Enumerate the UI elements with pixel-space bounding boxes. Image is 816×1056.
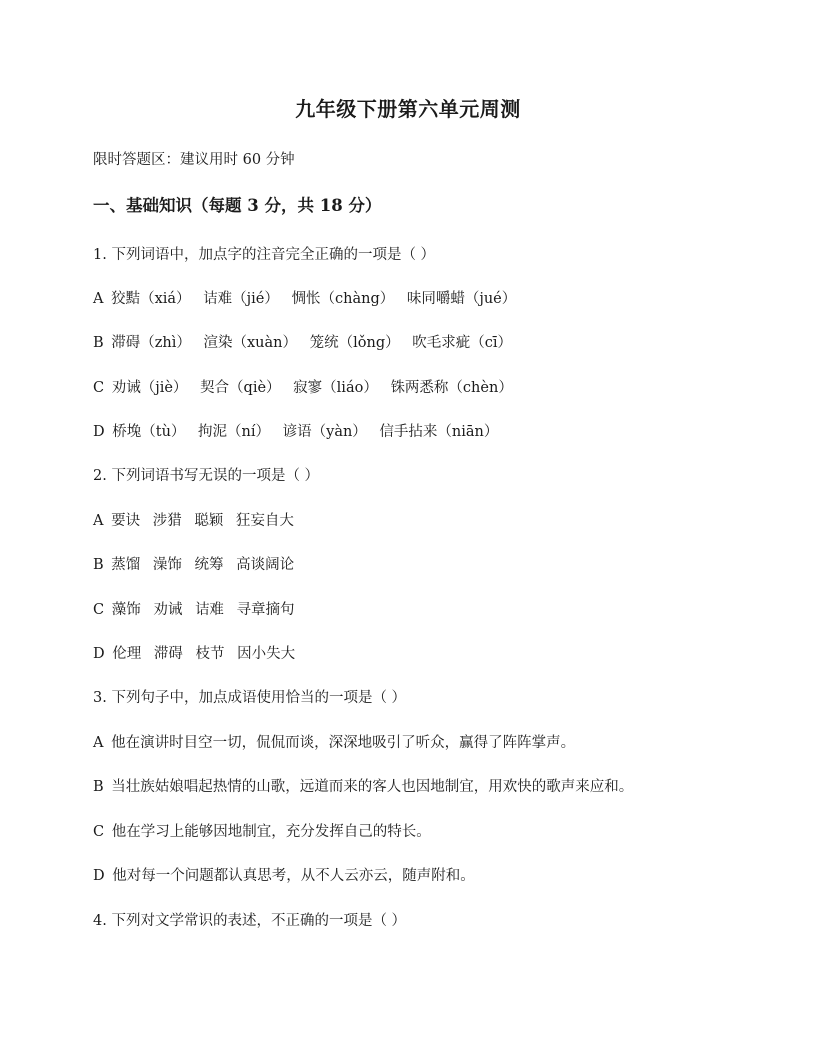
question-3-option-a [93, 733, 575, 753]
option-word: 统筹 [194, 557, 224, 573]
option-letter: D [93, 868, 105, 884]
option-letter: B [93, 557, 104, 573]
question-3-option-b [93, 777, 633, 797]
option-word: 涉猎 [152, 513, 182, 529]
question-2-option-a [93, 511, 302, 531]
option-letter: B [93, 335, 104, 351]
section-heading: 一、基础知识（每题 3 分，共 18 分） [93, 196, 382, 215]
time-note: 限时答题区：建议用时 60 分钟 [93, 152, 295, 168]
option-word: 蒸馏 [111, 557, 141, 573]
question-2-option-b [93, 555, 302, 575]
option-word: 吹毛求疵（cī） [412, 335, 512, 351]
question-3-option-c [93, 822, 431, 842]
option-word: 滞碍（zhì） [111, 335, 191, 351]
option-word: 高谈阔论 [236, 557, 295, 573]
option-word: 聪颖 [194, 513, 224, 529]
option-word: 笼统（lǒng） [309, 335, 400, 351]
question-1-option-c [93, 378, 521, 398]
option-word: 因小失大 [237, 646, 296, 662]
option-word: 诘难 [194, 602, 224, 618]
question-2-option-d [93, 644, 303, 664]
question-2-stem: 2. 下列词语书写无误的一项是（ ） [93, 468, 320, 484]
page-title: 九年级下册第六单元周测 [295, 97, 521, 121]
option-word: 滞碍 [153, 646, 183, 662]
option-word: 寂寥（liáo） [293, 380, 378, 396]
option-letter: C [93, 824, 105, 840]
option-letter: A [93, 735, 104, 751]
option-word: 澡饰 [152, 557, 182, 573]
option-text: 当壮族姑娘唱起热情的山歌，远道而来的客人也因地制宜，用欢快的歌声来应和。 [111, 779, 634, 795]
option-letter: C [93, 380, 105, 396]
option-word: 劝诫（jiè） [111, 380, 188, 396]
option-letter: B [93, 779, 104, 795]
question-2-option-c [93, 600, 303, 620]
option-word: 寻章摘句 [236, 602, 295, 618]
question-1-stem: 1. 下列词语中，加点字的注音完全正确的一项是（ ） [93, 247, 436, 263]
option-letter: C [93, 602, 105, 618]
option-letter: A [93, 513, 104, 529]
option-word: 信手拈来（niān） [379, 424, 499, 440]
question-1-option-a [93, 289, 524, 309]
option-word: 渲染（xuàn） [203, 335, 297, 351]
option-word: 谚语（yàn） [282, 424, 367, 440]
option-word: 惆怅（chàng） [291, 291, 395, 307]
option-word: 拘泥（ní） [198, 424, 271, 440]
option-word: 要诀 [111, 513, 141, 529]
option-word: 诘难（jié） [203, 291, 279, 307]
option-letter: A [93, 291, 104, 307]
option-word: 味同嚼蜡（jué） [406, 291, 517, 307]
question-3-stem: 3. 下列句子中，加点成语使用恰当的一项是（ ） [93, 690, 407, 706]
option-text: 他在演讲时目空一切，侃侃而谈，深深地吸引了听众，赢得了阵阵掌声。 [111, 735, 576, 751]
option-word: 伦理 [112, 646, 142, 662]
option-word: 狂妄自大 [235, 513, 294, 529]
option-word: 桥堍（tù） [112, 424, 186, 440]
option-word: 藻饰 [111, 602, 141, 618]
question-1-option-b [93, 333, 520, 353]
option-word: 铢两悉称（chèn） [390, 380, 513, 396]
option-word: 劝诫 [153, 602, 183, 618]
option-word: 契合（qiè） [200, 380, 281, 396]
option-letter: D [93, 424, 105, 440]
question-4-stem: 4. 下列对文学常识的表述，不正确的一项是（ ） [93, 913, 407, 929]
option-word: 枝节 [195, 646, 225, 662]
question-3-option-d [93, 866, 475, 886]
option-text: 他对每一个问题都认真思考，从不人云亦云，随声附和。 [112, 868, 475, 884]
option-text: 他在学习上能够因地制宜，充分发挥自己的特长。 [111, 824, 431, 840]
option-letter: D [93, 646, 105, 662]
option-word: 狡黠（xiá） [111, 291, 191, 307]
question-1-option-d [93, 422, 506, 442]
